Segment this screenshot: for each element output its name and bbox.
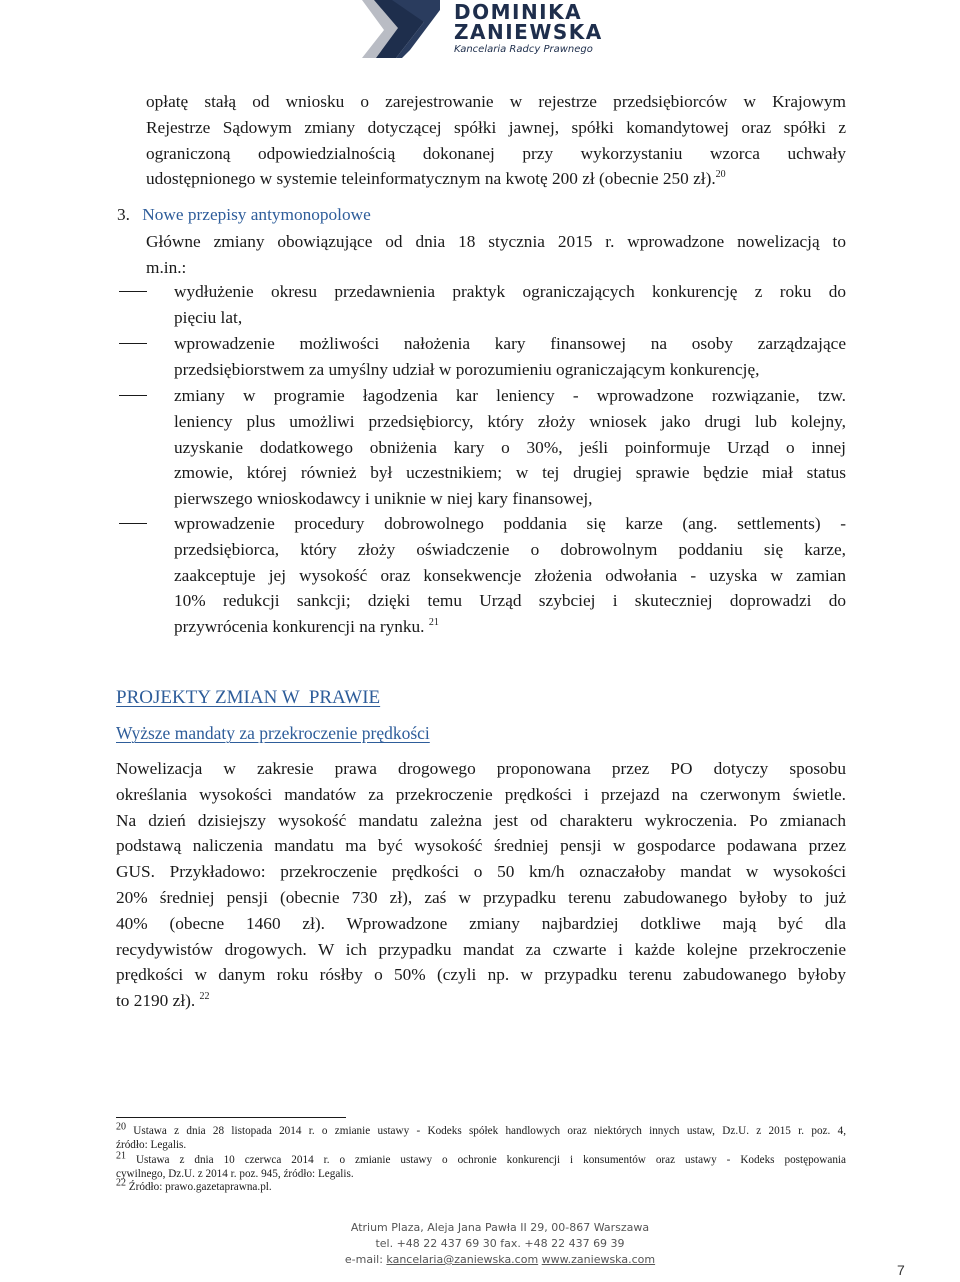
intro-paragraph <box>146 89 846 192</box>
text-line: 10% redukcji sankcji; dzięki temu Urząd szybciej i skuteczniej doprowadzi do <box>174 591 846 611</box>
footnote-text: cywilnego, Dz.U. z 2014 r. poz. 945, źródło: Legalis. <box>116 1167 354 1180</box>
text-line: zaakceptuje jej wysokość oraz konsekwencje złożenia odwołania - uzyska w zamian <box>174 565 846 585</box>
footnote-separator <box>116 1117 346 1118</box>
footnote-number: 20 <box>116 1121 126 1133</box>
text-line: 40% (obecne 1460 zł). Wprowadzone zmiany najbardziej dotkliwe mają być dla <box>116 913 846 933</box>
text-line-with-footnote <box>146 166 846 192</box>
text-line: opłatę stałą od wniosku o zarejestrowanie w rejestrze przedsiębiorców w Krajowym <box>146 92 846 111</box>
text-line: Główne zmiany obowiązujące od dnia 18 stycznia 2015 r. wprowadzone nowelizacją to <box>146 232 846 251</box>
logo-mark-icon <box>362 0 440 58</box>
text-line: uzyskanie dodatkowego obniżenia kary o 30%, jeśli poinformuje Urząd o innej <box>174 437 846 457</box>
text-line: to 2190 zł). <box>116 991 196 1011</box>
page-number: 7 <box>897 1262 905 1278</box>
dash-bullet-icon <box>119 395 147 396</box>
text-line: zmiany w programie łagodzenia kar leniency - wprowadzone rozwiązanie, tzw. <box>174 386 846 405</box>
footnote-ref[interactable]: 20 <box>715 169 726 181</box>
text-line: wprowadzenie procedury dobrowolnego poddania się karze (ang. settlements) - <box>174 514 846 533</box>
subheading-speeding-fines: Wyższe mandaty za przekroczenie prędkości <box>116 723 430 743</box>
footnote-number: 21 <box>116 1150 126 1162</box>
footer-email-label: e-mail: <box>344 1253 387 1266</box>
footnote-number: 22 <box>116 1177 126 1189</box>
footnotes <box>116 1121 846 1195</box>
text-line: przedsiębiorca, który złoży oświadczenie o dobrowolnym poddaniu się karze, <box>174 539 846 559</box>
text-line: Nowelizacja w zakresie prawa drogowego proponowana przez PO dotyczy sposobu <box>116 759 846 778</box>
list-item <box>174 383 846 512</box>
text-line: Rejestrze Sądowym zmiany dotyczącej spółki jawnej, spółki komandytowej oraz spółki z <box>146 117 846 137</box>
text-line: wprowadzenie możliwości nałożenia kary finansowej na osoby zarządzające <box>174 334 846 353</box>
projects-paragraph <box>116 756 846 1014</box>
footnote <box>116 1150 846 1168</box>
footnote-text: Ustawa z dnia 10 czerwca 2014 r. o zmianie ustawy o ochronie konkurencji i konsumentów oraz ustawy - Kodeks postępowania <box>135 1154 846 1166</box>
text-line: zmowie, której również był uczestnikiem; w tej drugiej sprawie będzie miał status <box>174 463 846 483</box>
text-line: GUS. Przykładowo: przekroczenie prędkości o 50 km/h oznaczałoby mandat w wysokości <box>116 862 846 882</box>
section-heading <box>117 202 371 228</box>
section-title: Nowe przepisy antymonopolowe <box>142 205 371 224</box>
page-footer <box>330 1220 670 1268</box>
dash-bullet-icon <box>119 343 147 344</box>
footer-address: Atrium Plaza, Aleja Jana Pawła II 29, 00-867 Warszawa <box>350 1221 650 1234</box>
section-intro <box>146 229 846 281</box>
logo-name-line1: DOMINIKA <box>454 0 583 24</box>
text-line: określania wysokości mandatów za przekroczenie prędkości i przejazd na czerwonym świetle. <box>116 784 846 804</box>
dash-bullet-icon <box>119 291 147 292</box>
text-line: leniency plus umożliwi przedsiębiorcy, który złoży wniosek jako drugi lub kolejny, <box>174 411 846 431</box>
list-item <box>174 511 846 640</box>
text-line: 20% średniej pensji (obecnie 730 zł), zaś w przypadku terenu zabudowanego byłoby to już <box>116 887 846 907</box>
text-line: recydywistów drogowych. W ich przypadku mandat za czwarte i każde kolejne przekroczenie <box>116 939 846 959</box>
footnote <box>116 1177 846 1195</box>
text-line: prędkości w danym roku rósłby o 50% (czyli np. w przypadku terenu zabudowanego byłoby <box>116 965 846 985</box>
footnote-text: Ustawa z dnia 28 listopada 2014 r. o zmianie ustawy - Kodeks spółek handlowych oraz niektórych innych ustaw, Dz.U. z 2015 r. poz. 4, <box>133 1125 846 1137</box>
text-line: pierwszego wnioskodawcy i uniknie w niej kary finansowej, <box>174 489 593 509</box>
section-heading-projects: PROJEKTY ZMIAN W PRAWIE <box>116 687 381 708</box>
text-line: przedsiębiorstwem za umyślny udział w porozumieniu ograniczającym konkurencję, <box>174 359 760 379</box>
footnote-text: Źródło: prawo.gazetaprawna.pl. <box>128 1181 272 1193</box>
text-line-with-footnote <box>116 988 846 1014</box>
dash-bullet-icon <box>119 523 147 524</box>
footnote-text: źródło: Legalis. <box>116 1138 187 1151</box>
logo-name <box>454 2 603 42</box>
footnote <box>116 1121 846 1139</box>
text-line: podstawą naliczenia mandatu ma być wysokość średniej pensji w gospodarce podawana przez <box>116 836 846 856</box>
list-item <box>174 331 846 383</box>
text-line: pięciu lat, <box>174 307 243 327</box>
footnote-ref[interactable]: 21 <box>428 617 439 629</box>
text-line: przywrócenia konkurencji na rynku. <box>174 617 425 637</box>
text-line: m.in.: <box>146 257 187 277</box>
footer-email-link[interactable]: kancelaria@zaniewska.com <box>386 1253 539 1266</box>
logo-name-line2: ZANIEWSKA <box>454 20 603 44</box>
text-line: Na dzień dzisiejszy wysokość mandatu zależna jest od charakteru wykroczenia. Po zmianach <box>116 810 846 830</box>
section-number: 3. <box>117 205 130 224</box>
footer-phones: tel. +48 22 437 69 30 fax. +48 22 437 69 39 <box>375 1237 625 1250</box>
text-line: wydłużenie okresu przedawnienia praktyk ograniczających konkurencję z roku do <box>174 282 846 301</box>
footer-website-link[interactable]: www.zaniewska.com <box>541 1253 656 1266</box>
list-item <box>174 279 846 331</box>
footnote-ref[interactable]: 22 <box>199 991 210 1003</box>
text-line-with-footnote <box>174 614 846 640</box>
logo-subtitle: Kancelaria Radcy Prawnego <box>454 44 593 55</box>
text-line: udostępnionego w systemie teleinformatycznym na kwotę 200 zł (obecnie 250 zł). <box>146 169 716 189</box>
text-line: ograniczoną odpowiedzialnością dokonanej przy wykorzystaniu wzorca uchwały <box>146 143 846 163</box>
company-logo <box>362 0 602 58</box>
footer-contact <box>330 1252 670 1268</box>
